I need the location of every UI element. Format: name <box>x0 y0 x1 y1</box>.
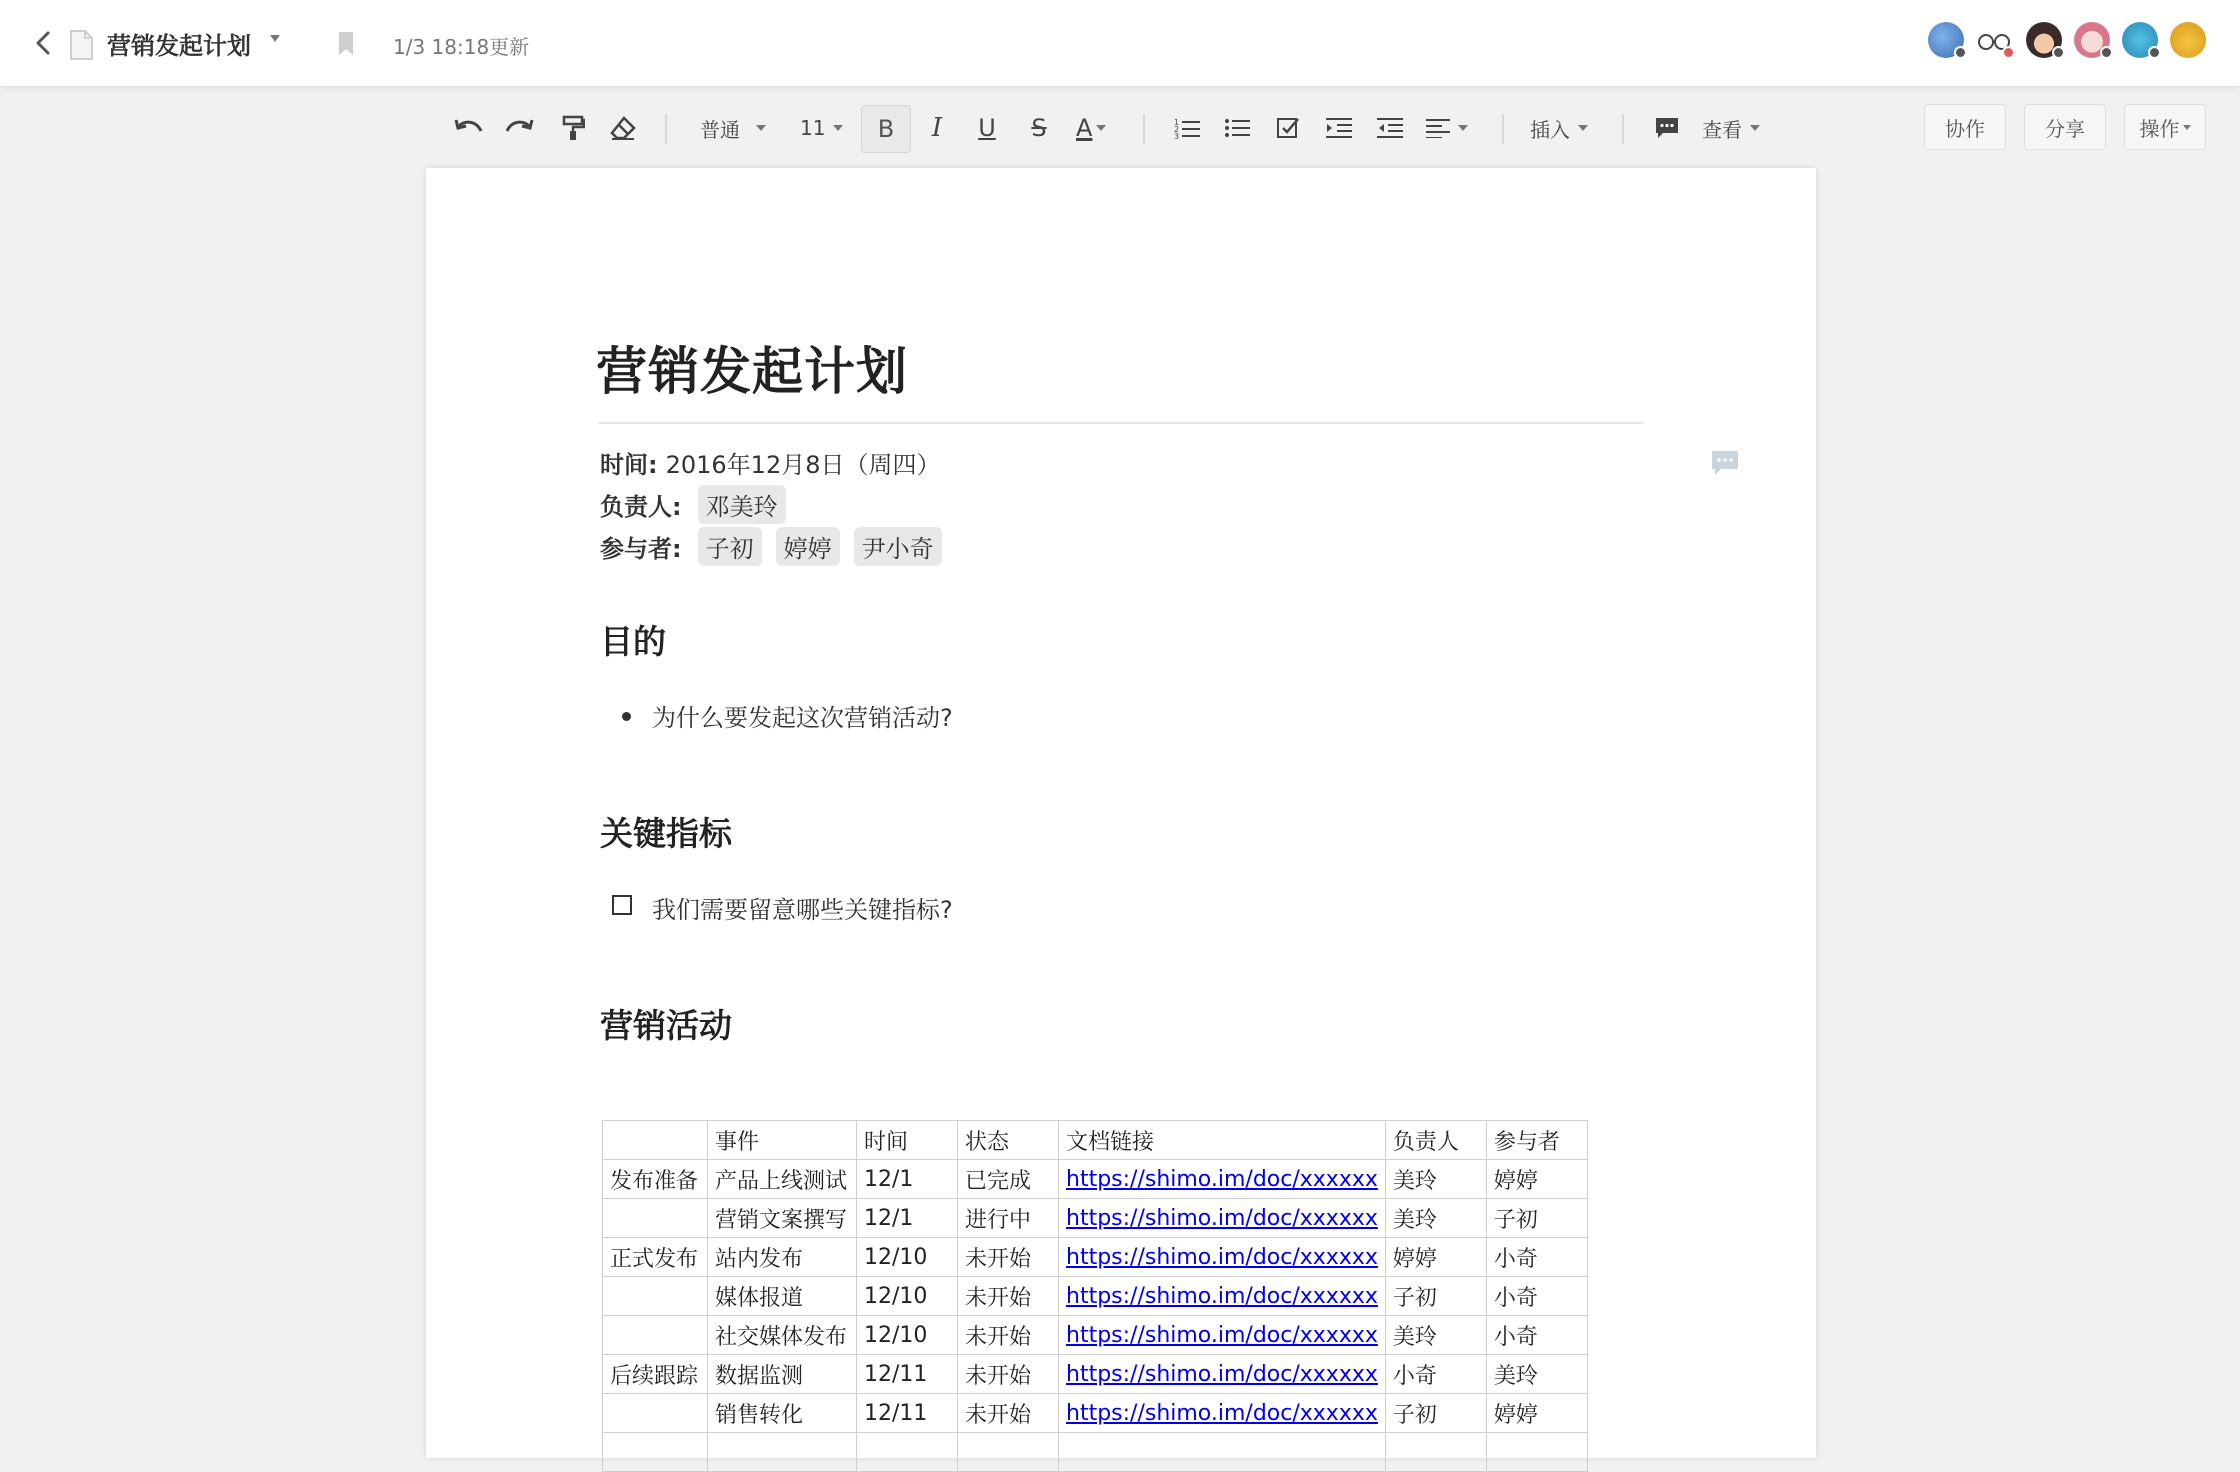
doc-link[interactable]: https://shimo.im/doc/xxxxxx <box>1066 1361 1378 1387</box>
status-cell[interactable]: 未开始 <box>958 1316 1059 1355</box>
numbered-list-button[interactable] <box>1170 108 1204 148</box>
chevron-down-icon <box>1578 125 1588 131</box>
empty-cell[interactable] <box>958 1433 1059 1472</box>
phase-cell[interactable]: 正式发布 <box>603 1238 708 1277</box>
svg-text:1: 1 <box>1174 118 1180 127</box>
toolbar-divider <box>1502 114 1504 144</box>
toolbar-divider <box>1143 114 1145 144</box>
participant-mention-tag[interactable]: 尹小奇 <box>854 527 942 566</box>
operations-dropdown[interactable] <box>2124 104 2206 150</box>
event-cell[interactable]: 数据监测 <box>708 1355 857 1394</box>
heading-purpose: 目的 <box>600 622 666 661</box>
phase-cell[interactable] <box>603 1316 708 1355</box>
participant-mention-tag[interactable]: 婷婷 <box>776 527 840 566</box>
empty-cell[interactable] <box>708 1433 857 1472</box>
chevron-down-icon <box>1750 125 1760 131</box>
format-toolbar <box>0 86 2240 166</box>
time-label: 时间: <box>600 451 658 479</box>
date-cell[interactable]: 12/10 <box>857 1316 958 1355</box>
todo-checkbox[interactable] <box>612 895 632 915</box>
bold-button[interactable]: B <box>861 105 911 153</box>
strikethrough-button[interactable]: S <box>1031 114 1047 142</box>
doc-title-menu[interactable]: 营销发起计划 <box>107 32 251 60</box>
heading-activities: 营销活动 <box>600 1006 732 1045</box>
link-cell <box>1059 1355 1386 1394</box>
italic-button[interactable]: I <box>931 113 943 143</box>
paragraph-style-label: 普通 <box>700 117 740 142</box>
align-dropdown[interactable] <box>1426 108 1476 148</box>
participant-cell[interactable]: 子初 <box>1486 1199 1587 1238</box>
status-cell[interactable]: 未开始 <box>958 1394 1059 1433</box>
avatar[interactable] <box>2170 22 2206 58</box>
table-row <box>603 1238 1588 1277</box>
chevron-down-icon <box>756 125 766 131</box>
status-cell[interactable]: 已完成 <box>958 1160 1059 1199</box>
paragraph-style-dropdown[interactable] <box>700 108 784 148</box>
phase-cell[interactable]: 发布准备 <box>603 1160 708 1199</box>
chevron-down-icon <box>2183 125 2191 130</box>
event-cell[interactable]: 产品上线测试 <box>708 1160 857 1199</box>
table-row <box>603 1277 1588 1316</box>
participant-cell[interactable]: 婷婷 <box>1486 1160 1587 1199</box>
time-value: 2016年12月8日（周四） <box>665 451 941 479</box>
redo-button[interactable] <box>502 108 536 148</box>
owner-cell[interactable]: 婷婷 <box>1385 1238 1486 1277</box>
meta-time <box>600 445 941 480</box>
status-cell[interactable]: 未开始 <box>958 1238 1059 1277</box>
clear-format-button[interactable] <box>606 108 640 148</box>
font-size-dropdown[interactable] <box>800 108 850 148</box>
share-button[interactable]: 分享 <box>2024 104 2106 150</box>
underline-button[interactable]: U <box>978 114 996 142</box>
table-header-cell[interactable] <box>603 1121 708 1160</box>
table-header-cell[interactable]: 参与者 <box>1486 1121 1587 1160</box>
date-cell[interactable]: 12/11 <box>857 1355 958 1394</box>
bullet-icon <box>622 712 631 721</box>
activities-table <box>602 1120 1588 1472</box>
table-row <box>603 1160 1588 1199</box>
phase-cell[interactable] <box>603 1394 708 1433</box>
event-cell[interactable]: 媒体报道 <box>708 1277 857 1316</box>
owner-cell[interactable]: 美玲 <box>1385 1160 1486 1199</box>
doc-link[interactable]: https://shimo.im/doc/xxxxxx <box>1066 1166 1378 1192</box>
empty-cell[interactable] <box>1059 1433 1386 1472</box>
participant-cell[interactable]: 小奇 <box>1486 1277 1587 1316</box>
meta-participants <box>600 527 956 566</box>
doc-link[interactable]: https://shimo.im/doc/xxxxxx <box>1066 1244 1378 1270</box>
operations-label: 操作 <box>2139 116 2180 141</box>
toolbar-divider <box>1622 114 1624 144</box>
indent-increase-button[interactable] <box>1322 108 1356 148</box>
empty-cell[interactable] <box>603 1433 708 1472</box>
table-header-cell[interactable]: 状态 <box>958 1121 1059 1160</box>
table-header-cell[interactable]: 负责人 <box>1385 1121 1486 1160</box>
chevron-down-icon <box>833 125 843 131</box>
owner-cell[interactable]: 小奇 <box>1385 1355 1486 1394</box>
status-cell[interactable]: 进行中 <box>958 1199 1059 1238</box>
font-size-label: 11 <box>800 116 826 140</box>
heading-metrics: 关键指标 <box>600 814 732 853</box>
link-cell <box>1059 1238 1386 1277</box>
doc-link[interactable]: https://shimo.im/doc/xxxxxx <box>1066 1283 1378 1309</box>
comment-button[interactable] <box>1652 108 1682 148</box>
table-header-cell[interactable]: 事件 <box>708 1121 857 1160</box>
owner-mention-tag[interactable]: 邓美玲 <box>698 485 786 524</box>
document-icon <box>68 30 94 60</box>
format-painter-button[interactable] <box>556 108 590 148</box>
font-color-button[interactable] <box>1076 108 1120 148</box>
link-cell <box>1059 1316 1386 1355</box>
participants-label: 参与者: <box>600 535 682 563</box>
chevron-down-icon <box>1458 125 1468 131</box>
event-cell[interactable]: 社交媒体发布 <box>708 1316 857 1355</box>
owner-cell[interactable]: 子初 <box>1385 1394 1486 1433</box>
online-dot-icon <box>2002 46 2015 59</box>
link-cell <box>1059 1160 1386 1199</box>
collaborate-button[interactable]: 协作 <box>1924 104 2006 150</box>
link-cell <box>1059 1199 1386 1238</box>
doc-link[interactable]: https://shimo.im/doc/xxxxxx <box>1066 1322 1378 1348</box>
event-cell[interactable]: 营销文案撰写 <box>708 1199 857 1238</box>
title-divider <box>598 422 1644 424</box>
date-cell[interactable]: 12/11 <box>857 1394 958 1433</box>
metrics-todo-item: 我们需要留意哪些关键指标? <box>652 896 953 924</box>
participant-mention-tag[interactable]: 子初 <box>698 527 762 566</box>
date-cell[interactable]: 12/10 <box>857 1277 958 1316</box>
bulleted-list-button[interactable] <box>1220 108 1254 148</box>
participant-cell[interactable]: 小奇 <box>1486 1316 1587 1355</box>
owner-cell[interactable]: 美玲 <box>1385 1316 1486 1355</box>
owner-label: 负责人: <box>600 493 682 521</box>
table-row <box>603 1355 1588 1394</box>
svg-text:3: 3 <box>1174 132 1180 139</box>
checklist-button[interactable] <box>1271 108 1305 148</box>
date-cell[interactable]: 12/1 <box>857 1199 958 1238</box>
phase-cell[interactable] <box>603 1277 708 1316</box>
owner-cell[interactable]: 美玲 <box>1385 1199 1486 1238</box>
purpose-bullet-item: 为什么要发起这次营销活动? <box>652 704 953 732</box>
status-cell[interactable]: 未开始 <box>958 1355 1059 1394</box>
participant-cell[interactable]: 婷婷 <box>1486 1394 1587 1433</box>
online-dot-icon <box>1954 46 1967 59</box>
toolbar-divider <box>665 114 667 144</box>
link-cell <box>1059 1394 1386 1433</box>
table-header-row <box>603 1121 1588 1160</box>
date-cell[interactable]: 12/1 <box>857 1160 958 1199</box>
document-title[interactable]: 营销发起计划 <box>596 343 909 402</box>
meta-owner <box>600 485 800 524</box>
table-row <box>603 1433 1588 1472</box>
participant-cell[interactable]: 小奇 <box>1486 1238 1587 1277</box>
svg-text:2: 2 <box>1174 125 1180 134</box>
empty-cell[interactable] <box>1385 1433 1486 1472</box>
owner-cell[interactable]: 子初 <box>1385 1277 1486 1316</box>
event-cell[interactable]: 销售转化 <box>708 1394 857 1433</box>
phase-cell[interactable] <box>603 1199 708 1238</box>
doc-link[interactable]: https://shimo.im/doc/xxxxxx <box>1066 1400 1378 1426</box>
update-time: 1/3 18:18更新 <box>393 35 530 59</box>
indent-decrease-button[interactable] <box>1373 108 1407 148</box>
undo-button[interactable] <box>452 108 486 148</box>
empty-cell[interactable] <box>857 1433 958 1472</box>
insert-dropdown[interactable] <box>1530 108 1596 148</box>
table-row <box>603 1199 1588 1238</box>
table-row <box>603 1316 1588 1355</box>
status-cell[interactable]: 未开始 <box>958 1277 1059 1316</box>
table-header-cell[interactable]: 时间 <box>857 1121 958 1160</box>
online-dot-icon <box>2148 46 2161 59</box>
date-cell[interactable]: 12/10 <box>857 1238 958 1277</box>
empty-cell[interactable] <box>1486 1433 1587 1472</box>
link-cell <box>1059 1277 1386 1316</box>
font-color-label: A <box>1076 114 1093 142</box>
participant-cell[interactable]: 美玲 <box>1486 1355 1587 1394</box>
insert-label: 插入 <box>1530 117 1570 142</box>
bookmark-icon[interactable] <box>337 31 355 57</box>
online-dot-icon <box>2052 46 2065 59</box>
document-page[interactable] <box>426 168 1816 1458</box>
table-header-cell[interactable]: 文档链接 <box>1059 1121 1386 1160</box>
event-cell[interactable]: 站内发布 <box>708 1238 857 1277</box>
view-label: 查看 <box>1702 117 1742 142</box>
doc-link[interactable]: https://shimo.im/doc/xxxxxx <box>1066 1205 1378 1231</box>
phase-cell[interactable]: 后续跟踪 <box>603 1355 708 1394</box>
back-arrow-icon[interactable] <box>30 28 58 58</box>
table-row <box>603 1394 1588 1433</box>
chevron-down-icon <box>1096 125 1106 131</box>
online-dot-icon <box>2100 46 2113 59</box>
top-bar <box>0 0 2240 87</box>
view-dropdown[interactable] <box>1702 108 1772 148</box>
chevron-down-icon[interactable] <box>270 35 280 42</box>
inline-comment-icon[interactable] <box>1710 449 1740 477</box>
